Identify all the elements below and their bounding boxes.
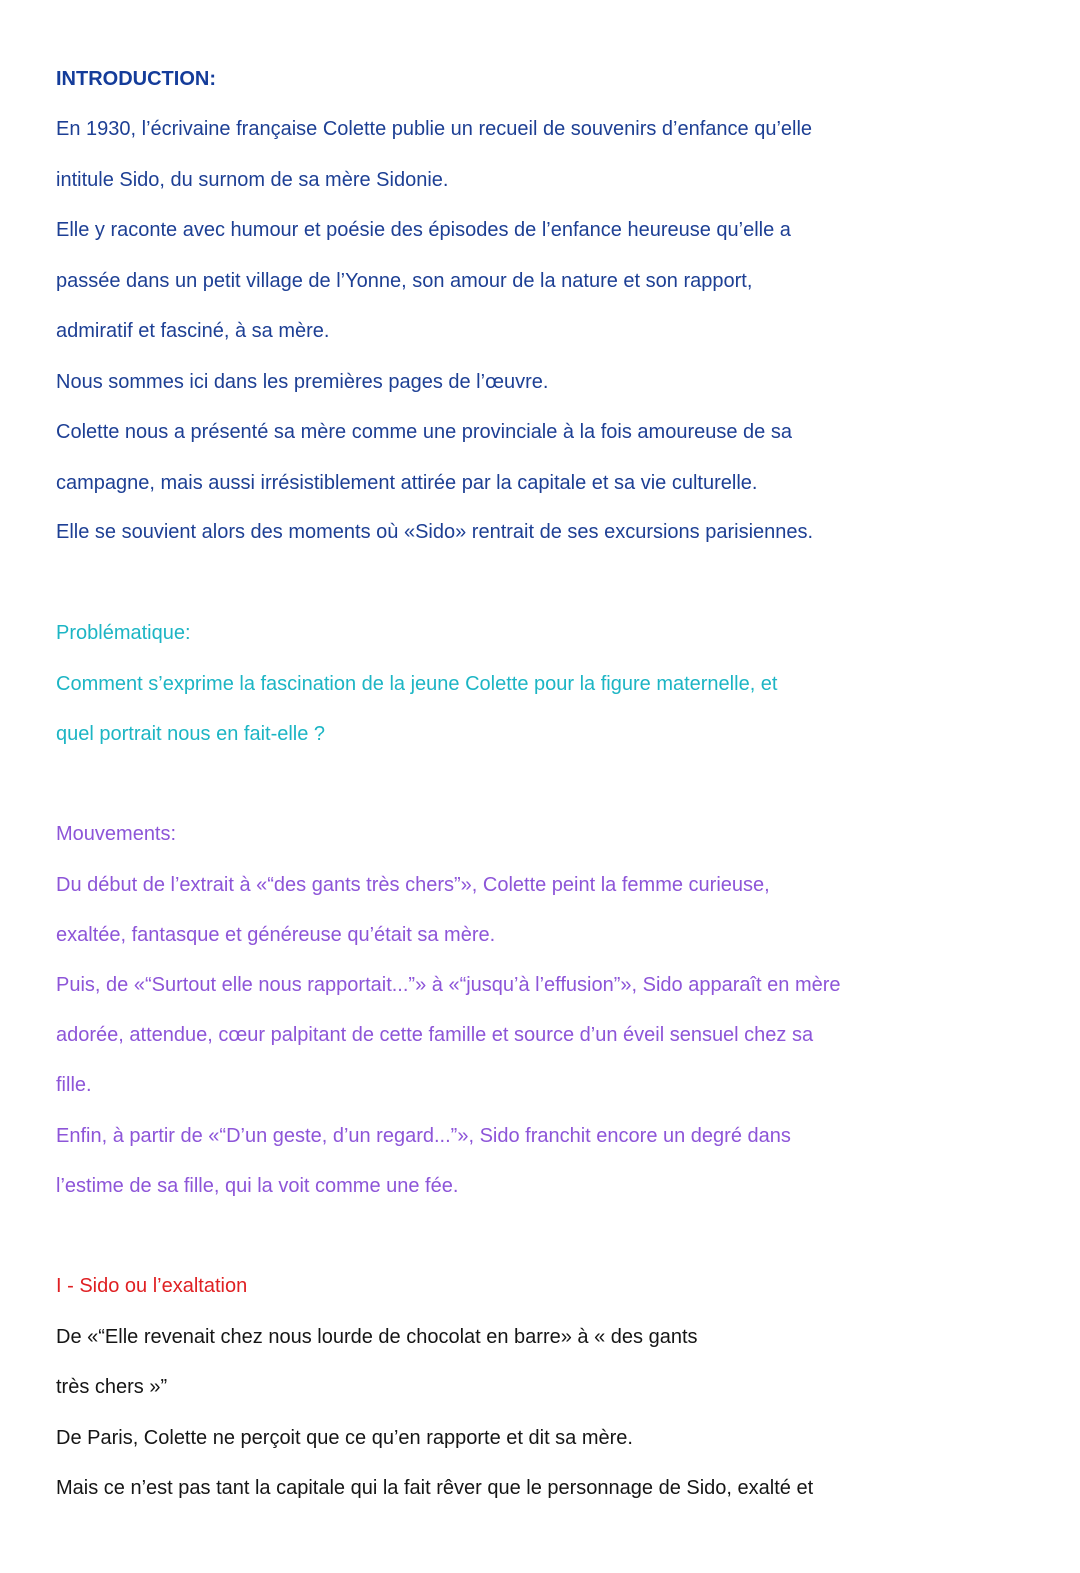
section-one-line: De Paris, Colette ne perçoit que ce qu’en rapporte et dit sa mère.	[56, 1427, 633, 1449]
introduction-line: admiratif et fasciné, à sa mère.	[56, 320, 330, 342]
problematique-line: quel portrait nous en fait-elle ?	[56, 723, 326, 745]
problematique-heading: Problématique:	[56, 622, 191, 644]
introduction-line: Colette nous a présenté sa mère comme une provinciale à la fois amoureuse de sa	[56, 421, 792, 443]
introduction-line: Nous sommes ici dans les premières pages de l’œuvre.	[56, 371, 549, 393]
mouvements-line: fille.	[56, 1074, 92, 1096]
introduction-heading: INTRODUCTION:	[56, 68, 216, 90]
introduction-line: En 1930, l’écrivaine française Colette publie un recueil de souvenirs d’enfance qu’elle	[56, 118, 813, 140]
section-one-heading: I - Sido ou l’exaltation	[56, 1275, 248, 1297]
mouvements-line: exaltée, fantasque et généreuse qu’était sa mère.	[56, 924, 496, 946]
problematique-line: Comment s’exprime la fascination de la jeune Colette pour la figure maternelle, et	[56, 673, 778, 695]
mouvements-line: adorée, attendue, cœur palpitant de cette famille et source d’un éveil sensuel chez sa	[56, 1024, 814, 1046]
section-one-line: Mais ce n’est pas tant la capitale qui la fait rêver que le personnage de Sido, exalté et	[56, 1477, 814, 1499]
introduction-line: passée dans un petit village de l’Yonne, son amour de la nature et son rapport,	[56, 270, 753, 292]
introduction-line: campagne, mais aussi irrésistiblement attirée par la capitale et sa vie culturelle.	[56, 472, 758, 494]
mouvements-line: l’estime de sa fille, qui la voit comme une fée.	[56, 1175, 459, 1197]
section-one-line: très chers »”	[56, 1376, 168, 1398]
introduction-line: Elle y raconte avec humour et poésie des épisodes de l’enfance heureuse qu’elle a	[56, 219, 791, 241]
mouvements-heading: Mouvements:	[56, 823, 177, 845]
mouvements-line: Enfin, à partir de «“D’un geste, d’un regard...”», Sido franchit encore un degré dans	[56, 1125, 791, 1147]
introduction-line: intitule Sido, du surnom de sa mère Sidonie.	[56, 169, 449, 191]
mouvements-line: Du début de l’extrait à «“des gants très chers”», Colette peint la femme curieuse,	[56, 874, 770, 896]
section-one-line: De «“Elle revenait chez nous lourde de chocolat en barre» à « des gants	[56, 1326, 698, 1348]
mouvements-line: Puis, de «“Surtout elle nous rapportait...”» à «“jusqu’à l’effusion”», Sido apparaît en mère	[56, 974, 841, 996]
introduction-line: Elle se souvient alors des moments où «Sido» rentrait de ses excursions parisiennes.	[56, 521, 814, 543]
